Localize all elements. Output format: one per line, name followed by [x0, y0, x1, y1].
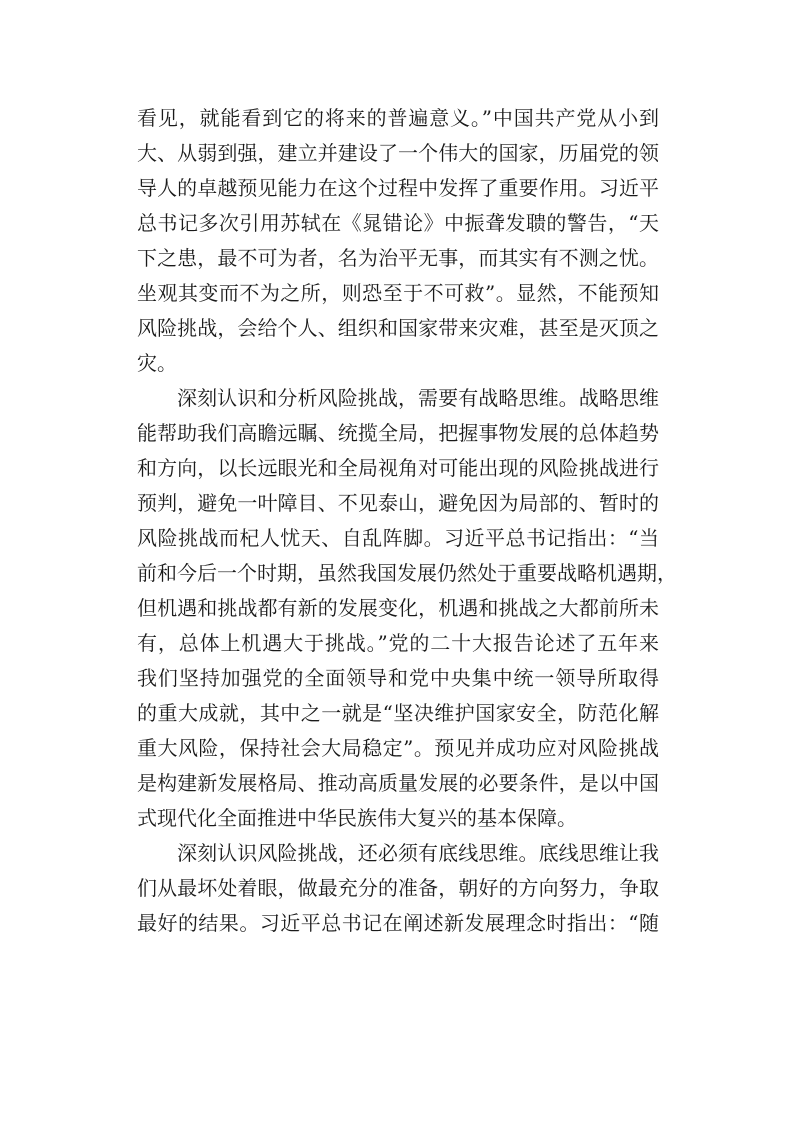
text-line: 看见，就能看到它的将来的普遍意义。”中国共产党从小到 [137, 106, 659, 130]
text-line: 总书记多次引用苏轼在《晁错论》中振聋发聩的警告，“天 [137, 211, 659, 235]
text-line: 有，总体上机遇大于挑战。”党的二十大报告论述了五年来 [137, 631, 659, 655]
text-line: 深刻认识风险挑战，还必须有底线思维。底线思维让我 [177, 841, 659, 865]
text-line: 前和今后一个时期，虽然我国发展仍然处于重要战略机遇期， [137, 561, 677, 585]
text-line: 深刻认识和分析风险挑战，需要有战略思维。战略思维 [177, 386, 659, 410]
paragraph-1 [137, 101, 659, 381]
text-line: 式现代化全面推进中华民族伟大复兴的基本保障。 [137, 806, 577, 830]
text-line: 风险挑战，会给个人、组织和国家带来灾难，甚至是灭顶之 [137, 316, 659, 340]
paragraph-2 [137, 381, 677, 836]
text-line: 们从最坏处着眼，做最充分的准备，朝好的方向努力，争取 [137, 876, 659, 900]
text-line: 重大风险，保持社会大局稳定”。预见并成功应对风险挑战 [137, 736, 659, 760]
text-line: 的重大成就，其中之一就是“坚决维护国家安全，防范化解 [137, 701, 659, 725]
text-line: 预判，避免一叶障目、不见泰山，避免因为局部的、暂时的 [137, 491, 659, 515]
text-line: 但机遇和挑战都有新的发展变化，机遇和挑战之大都前所未 [137, 596, 659, 620]
text-line: 导人的卓越预见能力在这个过程中发挥了重要作用。习近平 [137, 176, 659, 200]
text-line: 坐观其变而不为之所，则恐至于不可救”。显然，不能预知 [137, 281, 659, 305]
text-line: 大、从弱到强，建立并建设了一个伟大的国家，历届党的领 [137, 141, 659, 165]
text-line: 下之患，最不可为者，名为治平无事，而其实有不测之忧。 [137, 246, 659, 270]
text-line: 风险挑战而杞人忧天、自乱阵脚。习近平总书记指出：“当 [137, 526, 659, 550]
text-line: 最好的结果。习近平总书记在阐述新发展理念时指出：“随 [137, 911, 659, 935]
body-text [137, 101, 677, 941]
text-line: 是构建新发展格局、推动高质量发展的必要条件，是以中国 [137, 771, 659, 795]
text-line: 能帮助我们高瞻远瞩、统揽全局，把握事物发展的总体趋势 [137, 421, 659, 445]
text-line: 和方向，以长远眼光和全局视角对可能出现的风险挑战进行 [137, 456, 659, 480]
text-line: 我们坚持加强党的全面领导和党中央集中统一领导所取得 [137, 666, 659, 690]
text-line: 灾。 [137, 351, 177, 375]
paragraph-3 [137, 836, 659, 941]
